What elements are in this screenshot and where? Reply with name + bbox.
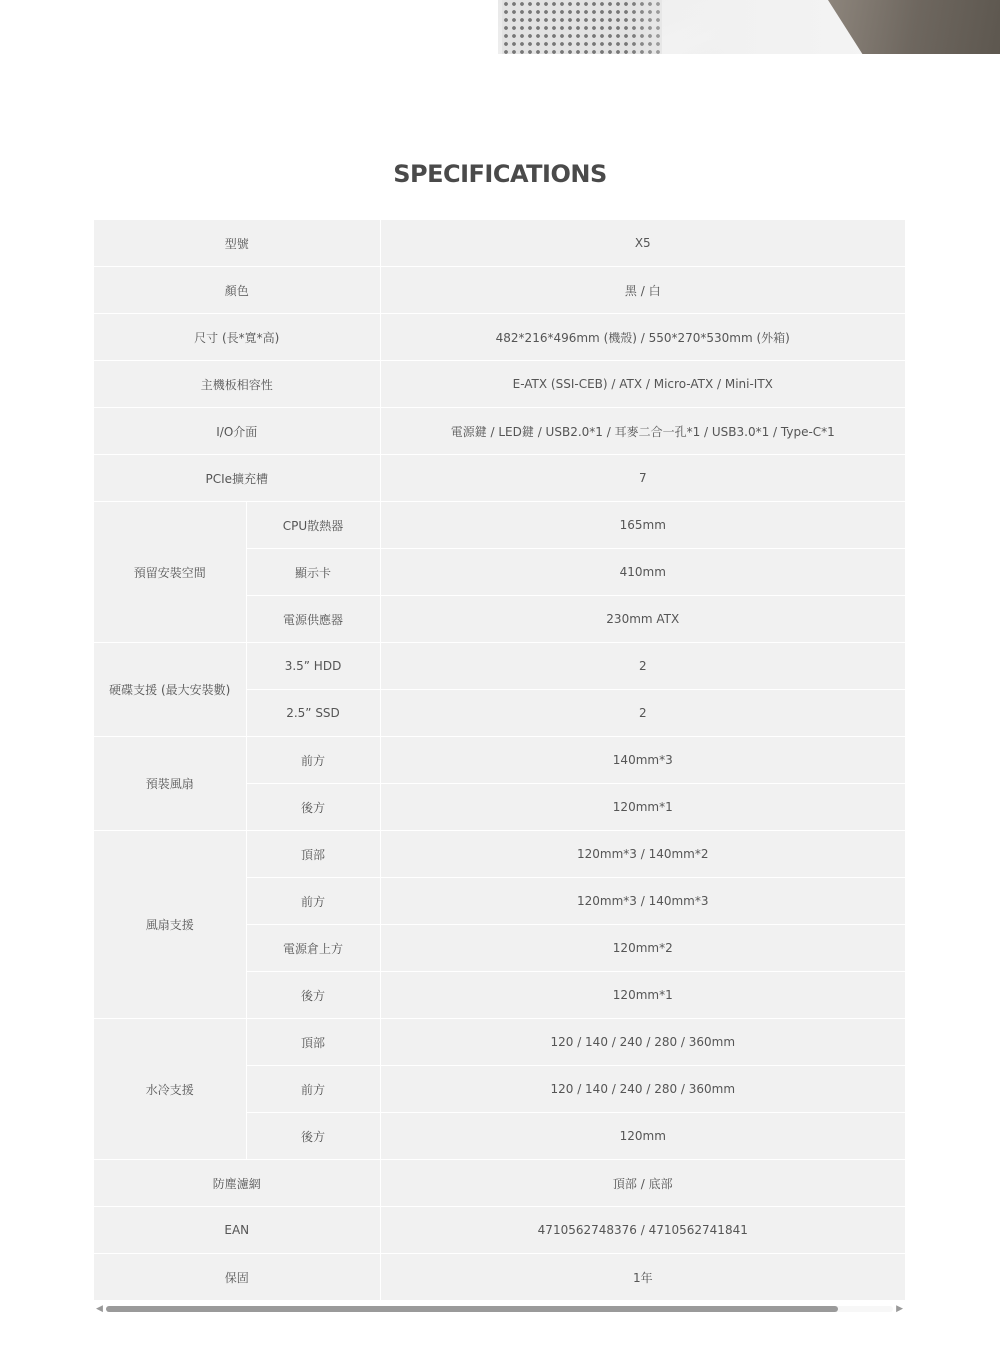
row-value: 120mm*1: [380, 784, 905, 831]
row-value: 482*216*496mm (機殼) / 550*270*530mm (外箱): [380, 314, 905, 361]
table-row: [94, 737, 905, 784]
row-value: 165mm: [380, 502, 905, 549]
table-row: [94, 831, 905, 878]
row-value: 120 / 140 / 240 / 280 / 360mm: [380, 1019, 905, 1066]
sub-label: 前方: [246, 1066, 380, 1113]
row-value: 1年: [380, 1254, 905, 1301]
row-label: 顏色: [94, 267, 380, 314]
sub-label: 電源倉上方: [246, 925, 380, 972]
table-row: [94, 1207, 905, 1254]
table-row: [94, 408, 905, 455]
spec-table: [94, 220, 905, 1301]
row-value: 230mm ATX: [380, 596, 905, 643]
row-value: 120 / 140 / 240 / 280 / 360mm: [380, 1066, 905, 1113]
row-value: 120mm: [380, 1113, 905, 1160]
sub-label: 後方: [246, 972, 380, 1019]
row-value: 4710562748376 / 4710562741841: [380, 1207, 905, 1254]
row-label: 主機板相容性: [94, 361, 380, 408]
row-value: 120mm*3 / 140mm*2: [380, 831, 905, 878]
row-value: 2: [380, 690, 905, 737]
row-label: 型號: [94, 220, 380, 267]
table-row: [94, 1254, 905, 1301]
row-value: 120mm*1: [380, 972, 905, 1019]
sub-label: 頂部: [246, 831, 380, 878]
row-label: I/O介面: [94, 408, 380, 455]
group-label: 硬碟支援 (最大安裝數): [94, 643, 246, 737]
sub-label: 3.5” HDD: [246, 643, 380, 690]
product-hero-image: [498, 0, 1000, 54]
row-value: 電源鍵 / LED鍵 / USB2.0*1 / 耳麥二合一孔*1 / USB3.0*1 / Type-C*1: [380, 408, 905, 455]
sub-label: CPU散熱器: [246, 502, 380, 549]
page-title: SPECIFICATIONS: [393, 160, 607, 188]
row-value: 120mm*3 / 140mm*3: [380, 878, 905, 925]
row-value: X5: [380, 220, 905, 267]
sub-label: 後方: [246, 784, 380, 831]
sub-label: 後方: [246, 1113, 380, 1160]
scroll-right-arrow-icon[interactable]: ▶: [896, 1304, 903, 1314]
row-label: 保固: [94, 1254, 380, 1301]
horizontal-scrollbar[interactable]: [94, 1302, 905, 1316]
group-label: 水冷支援: [94, 1019, 246, 1160]
row-label: 尺寸 (長*寬*高): [94, 314, 380, 361]
table-row: [94, 267, 905, 314]
row-label: PCIe擴充槽: [94, 455, 380, 502]
row-value: 7: [380, 455, 905, 502]
table-row: [94, 643, 905, 690]
group-label: 預留安裝空間: [94, 502, 246, 643]
sub-label: 顯示卡: [246, 549, 380, 596]
scroll-left-arrow-icon[interactable]: ◀: [96, 1304, 103, 1314]
table-row: [94, 502, 905, 549]
row-value: 2: [380, 643, 905, 690]
table-row: [94, 455, 905, 502]
sub-label: 頂部: [246, 1019, 380, 1066]
row-value: 140mm*3: [380, 737, 905, 784]
table-row: [94, 314, 905, 361]
table-row: [94, 220, 905, 267]
row-value: 410mm: [380, 549, 905, 596]
row-value: 120mm*2: [380, 925, 905, 972]
group-label: 風扇支援: [94, 831, 246, 1019]
row-label: 防塵濾網: [94, 1160, 380, 1207]
table-row: [94, 1019, 905, 1066]
row-label: EAN: [94, 1207, 380, 1254]
table-row: [94, 361, 905, 408]
sub-label: 2.5” SSD: [246, 690, 380, 737]
sub-label: 前方: [246, 737, 380, 784]
scrollbar-thumb[interactable]: [106, 1306, 838, 1312]
sub-label: 電源供應器: [246, 596, 380, 643]
row-value: E-ATX (SSI-CEB) / ATX / Micro-ATX / Mini-ITX: [380, 361, 905, 408]
row-value: 頂部 / 底部: [380, 1160, 905, 1207]
group-label: 預裝風扇: [94, 737, 246, 831]
sub-label: 前方: [246, 878, 380, 925]
row-value: 黑 / 白: [380, 267, 905, 314]
table-row: [94, 1160, 905, 1207]
